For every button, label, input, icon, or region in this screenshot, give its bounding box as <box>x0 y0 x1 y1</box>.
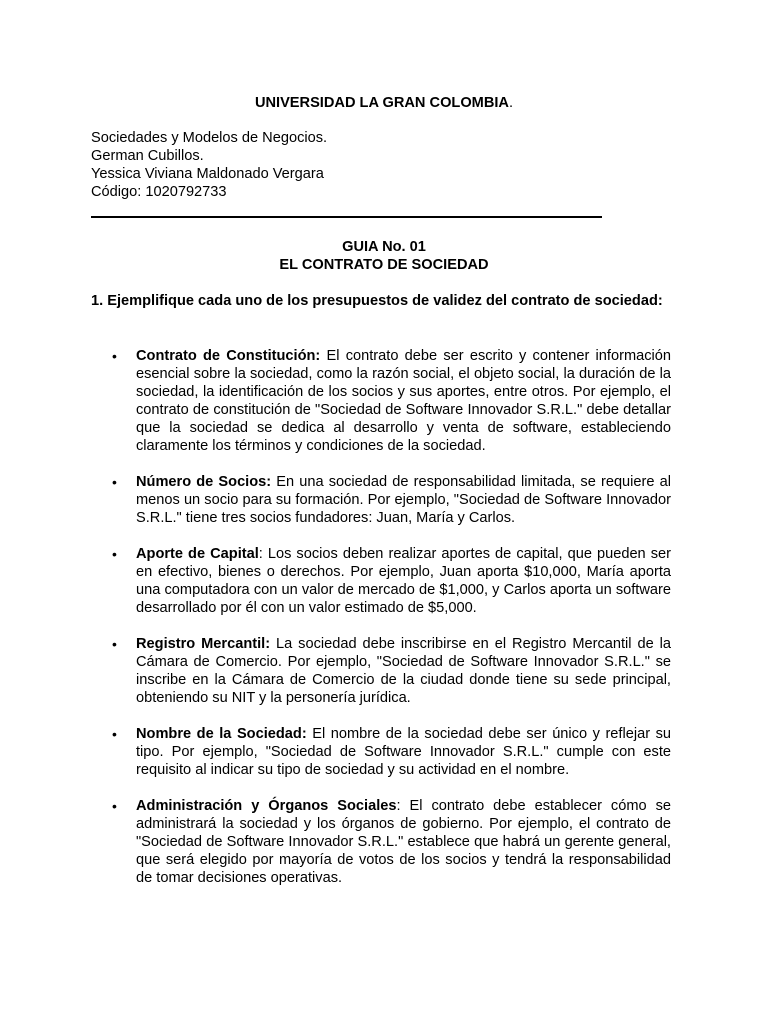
list-item <box>91 797 671 887</box>
item-term: Administración y Órganos Sociales <box>136 798 397 814</box>
student-code: Código: 1020792733 <box>91 184 227 200</box>
item-text: : Los socios deben realizar aportes de capital, que pueden ser en efectivo, bienes o derechos. Por ejemplo, Juan aporta $10,000, María aporta una computadora con un valor de mercado de $1,000, y Carlos aporta un software desarrollado por él con un valor estimado de $5,000. <box>136 546 671 616</box>
guide-title: EL CONTRATO DE SOCIEDAD <box>279 257 489 273</box>
item-term: Nombre de la Sociedad: <box>136 726 307 742</box>
guide-number: GUIA No. 01 <box>342 239 426 255</box>
item-text: En una sociedad de responsabilidad limitada, se requiere al menos un socio para su formación. Por ejemplo, "Sociedad de Software Innovador S.R.L." tiene tres socios fundadores: Juan, María y Carlos. <box>136 474 671 526</box>
list-item <box>91 545 671 617</box>
item-term: Aporte de Capital <box>136 546 259 562</box>
bullet-icon: • <box>112 726 117 742</box>
item-term: Contrato de Constitución: <box>136 348 321 364</box>
item-term: Número de Socios: <box>136 474 272 490</box>
list-item <box>91 347 671 455</box>
author-info <box>91 129 327 201</box>
university-title <box>0 94 768 112</box>
guide-heading <box>0 238 768 274</box>
bullet-icon: • <box>112 474 117 490</box>
bullet-icon: • <box>112 798 117 814</box>
item-term: Registro Mercantil: <box>136 636 271 652</box>
list-item <box>91 635 671 707</box>
bullet-list <box>91 347 671 905</box>
horizontal-rule <box>91 216 602 218</box>
question-heading: 1. Ejemplifique cada uno de los presupuestos de validez del contrato de sociedad: <box>91 293 663 309</box>
university-name-period: . <box>508 95 514 111</box>
teacher-name: German Cubillos. <box>91 148 204 164</box>
bullet-icon: • <box>112 348 117 364</box>
university-name: UNIVERSIDAD LA GRAN COLOMBIA <box>254 95 509 111</box>
item-text: : El contrato debe establecer cómo se administrará la sociedad y los órganos de gobierno. Por ejemplo, el contrato de "Sociedad de Software Innovador S.R.L." establece que habrá un gerente general, que será elegido por mayoría de votos de los socios y tendrá la responsabilidad de tomar decisiones operativas. <box>136 798 671 886</box>
student-name: Yessica Viviana Maldonado Vergara <box>91 166 324 182</box>
list-item <box>91 725 671 779</box>
course-name: Sociedades y Modelos de Negocios. <box>91 130 328 146</box>
bullet-icon: • <box>112 546 117 562</box>
item-text: La sociedad debe inscribirse en el Registro Mercantil de la Cámara de Comercio. Por ejemplo, "Sociedad de Software Innovador S.R.L." se inscribe en la Cámara de Comercio de la ciudad donde tiene su sede principal, obteniendo su NIT y la personería jurídica. <box>136 636 671 706</box>
item-text: El contrato debe ser escrito y contener información esencial sobre la sociedad, como la razón social, el objeto social, la duración de la sociedad, la identificación de los socios y sus aportes, entre otros. Por ejemplo, el contrato de constitución de "Sociedad de Software Innovador S.R.L." debe detallar que la sociedad se dedica al desarrollo y venta de software, estableciendo claramente los términos y condiciones de la sociedad. <box>136 348 671 454</box>
bullet-icon: • <box>112 636 117 652</box>
item-text: El nombre de la sociedad debe ser único y reflejar su tipo. Por ejemplo, "Sociedad de Software Innovador S.R.L." cumple con este requisito al indicar su tipo de sociedad y su actividad en el nombre. <box>136 726 672 778</box>
list-item <box>91 473 671 527</box>
